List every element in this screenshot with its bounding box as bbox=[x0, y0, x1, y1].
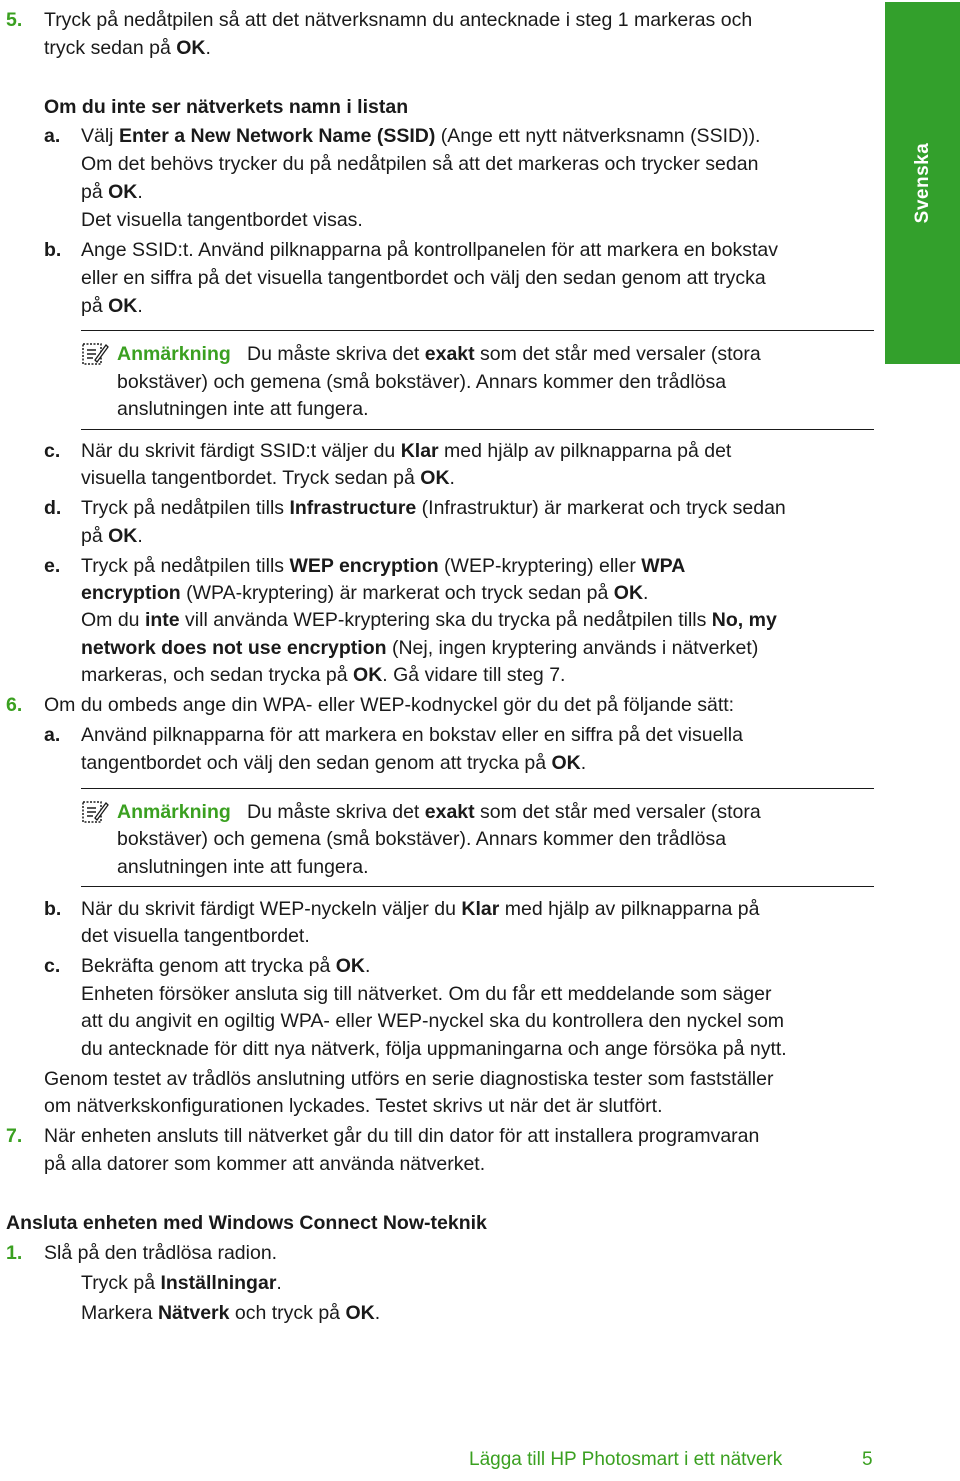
substep-text: på OK. bbox=[81, 295, 143, 317]
substep-text: Bekräfta genom att trycka på OK. bbox=[81, 955, 371, 977]
step-number: 5. bbox=[6, 9, 23, 31]
step-text: När enheten ansluts till nätverket går du till din dator för att installera programvaran bbox=[44, 1125, 760, 1147]
step-number: 6. bbox=[6, 694, 23, 716]
substep-text: eller en siffra på det visuella tangentbordet och välj den sedan genom att trycka bbox=[81, 267, 766, 289]
step-number: 1. bbox=[6, 1242, 23, 1264]
footer-title: Lägga till HP Photosmart i ett nätverk bbox=[469, 1449, 783, 1470]
substep-letter: b. bbox=[44, 898, 62, 920]
substep-text: network does not use encryption (Nej, ingen kryptering används i nätverket) bbox=[81, 637, 759, 659]
substep-text: att du angivit en ogiltig WPA- eller WEP-nyckel ska du kontrollera den nyckel som bbox=[81, 1010, 785, 1032]
step-text: Slå på den trådlösa radion. bbox=[44, 1242, 278, 1264]
substep-text: Använd pilknapparna för att markera en bokstav eller en siffra på det visuella bbox=[81, 724, 743, 746]
note-text: Anmärkning Du måste skriva det exakt som det står med versaler (stora bbox=[117, 343, 761, 365]
step-text: Om du ombeds ange din WPA- eller WEP-kodnyckel gör du det på följande sätt: bbox=[44, 694, 735, 716]
substep-text: markeras, och sedan trycka på OK. Gå vidare till steg 7. bbox=[81, 664, 566, 686]
substep-letter: b. bbox=[44, 239, 62, 261]
divider bbox=[81, 788, 874, 789]
substep-text: visuella tangentbordet. Tryck sedan på OK. bbox=[81, 467, 455, 489]
substep-text: det visuella tangentbordet. bbox=[81, 925, 310, 947]
substep-text: du antecknade för ditt nya nätverk, följa uppmaningarna och ange försöka på nytt. bbox=[81, 1038, 787, 1060]
divider bbox=[81, 886, 874, 887]
paragraph-text: om nätverkskonfigurationen lyckades. Testet skrivs ut när det är slutfört. bbox=[44, 1095, 663, 1117]
note-text: anslutningen inte att fungera. bbox=[117, 856, 369, 878]
substep-text: Det visuella tangentbordet visas. bbox=[81, 209, 363, 231]
substep-text: Om du inte vill använda WEP-kryptering ska du trycka på nedåtpilen tills No, my bbox=[81, 609, 777, 631]
note-pencil-icon bbox=[81, 798, 109, 826]
step-text: på alla datorer som kommer att använda nätverket. bbox=[44, 1153, 486, 1175]
substep-text: tangentbordet och välj den sedan genom att trycka på OK. bbox=[81, 752, 587, 774]
language-tab-label: Svenska bbox=[911, 142, 933, 224]
substep-letter: a. bbox=[44, 125, 61, 147]
language-tab bbox=[885, 2, 960, 364]
section-heading: Ansluta enheten med Windows Connect Now-teknik bbox=[6, 1212, 487, 1234]
substep-text: Ange SSID:t. Använd pilknapparna på kontrollpanelen för att markera en bokstav bbox=[81, 239, 779, 261]
note-pencil-icon bbox=[81, 340, 109, 368]
step-text: Markera Nätverk och tryck på OK. bbox=[81, 1302, 381, 1324]
substep-text: encryption (WPA-kryptering) är markerat och tryck sedan på OK. bbox=[81, 582, 649, 604]
substep-text: Välj Enter a New Network Name (SSID) (Ange ett nytt nätverksnamn (SSID)). bbox=[81, 125, 761, 147]
note-text: anslutningen inte att fungera. bbox=[117, 398, 369, 420]
substep-text: Om det behövs trycker du på nedåtpilen så att det markeras och trycker sedan bbox=[81, 153, 759, 175]
step-text: tryck sedan på OK. bbox=[44, 37, 211, 59]
substep-text: Tryck på nedåtpilen tills WEP encryption (WEP-kryptering) eller WPA bbox=[81, 555, 686, 577]
substep-text: Tryck på nedåtpilen tills Infrastructure (Infrastruktur) är markerat och tryck sedan bbox=[81, 497, 786, 519]
substep-letter: c. bbox=[44, 440, 61, 462]
page-number: 5 bbox=[862, 1449, 873, 1470]
step-text: Tryck på Inställningar. bbox=[81, 1272, 282, 1294]
note-text: bokstäver) och gemena (små bokstäver). Annars kommer den trådlösa bbox=[117, 828, 727, 850]
substep-text: När du skrivit färdigt WEP-nyckeln väljer du Klar med hjälp av pilknapparna på bbox=[81, 898, 760, 920]
substep-text: När du skrivit färdigt SSID:t väljer du Klar med hjälp av pilknapparna på det bbox=[81, 440, 732, 462]
substep-letter: a. bbox=[44, 724, 61, 746]
substep-text: på OK. bbox=[81, 525, 143, 547]
subsection-title: Om du inte ser nätverkets namn i listan bbox=[44, 96, 409, 118]
note-text: bokstäver) och gemena (små bokstäver). Annars kommer den trådlösa bbox=[117, 371, 727, 393]
substep-letter: e. bbox=[44, 555, 61, 577]
substep-letter: d. bbox=[44, 497, 62, 519]
substep-letter: c. bbox=[44, 955, 61, 977]
divider bbox=[81, 429, 874, 430]
step-number: 7. bbox=[6, 1125, 23, 1147]
substep-text: Enheten försöker ansluta sig till nätverket. Om du får ett meddelande som säger bbox=[81, 983, 772, 1005]
divider bbox=[81, 330, 874, 331]
substep-text: på OK. bbox=[81, 181, 143, 203]
paragraph-text: Genom testet av trådlös anslutning utförs en serie diagnostiska tester som fastställer bbox=[44, 1068, 774, 1090]
note-text: Anmärkning Du måste skriva det exakt som det står med versaler (stora bbox=[117, 801, 761, 823]
step-text: Tryck på nedåtpilen så att det nätverksnamn du antecknade i steg 1 markeras och bbox=[44, 9, 753, 31]
